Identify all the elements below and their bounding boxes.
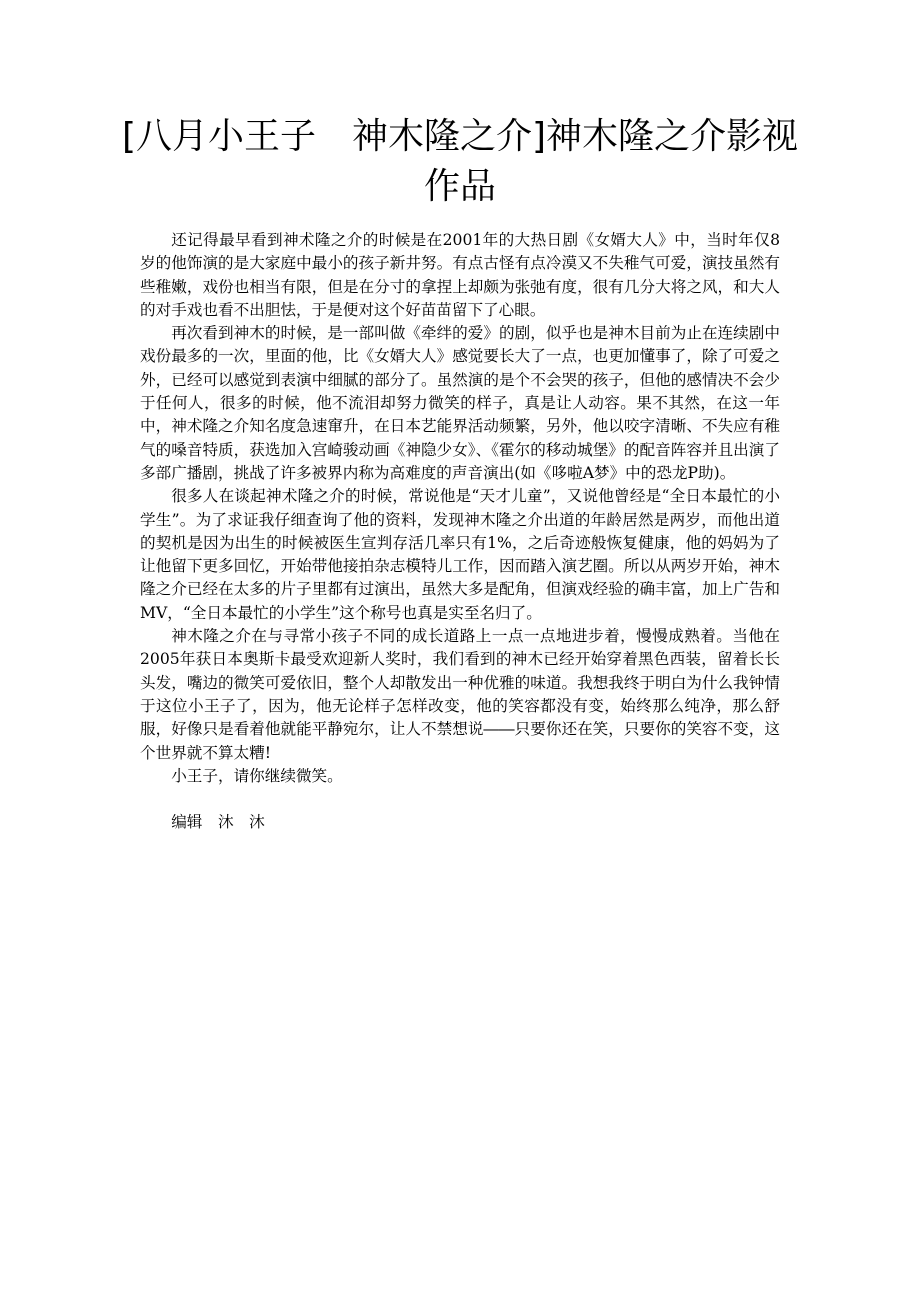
paragraph-3: 很多人在谈起神术隆之介的时候，常说他是“天才儿童”，又说他曾经是“全日本最忙的小学生”。为了求证我仔细查询了他的资料，发现神木隆之介出道的年龄居然是两岁，而他出道的契机是因为出生的时候被医生宣判存活几率只有1%，之后奇迹般恢复健康，他的妈妈为了让他留下更多回忆，开始带他接拍杂志模特儿工作，因而踏入演艺圈。所以从两岁开始，神木隆之介已经在太多的片子里都有过演出，虽然大多是配角，但演戏经验的确丰富，加上广告和MV，“全日本最忙的小学生”这个称号也真是实至名归了。 bbox=[140, 487, 780, 622]
paragraph-1: 还记得最早看到神术隆之介的时候是在2001年的大热日剧《女婿大人》中，当时年仅8岁的他饰演的是大家庭中最小的孩子新井努。有点古怪有点冷漠又不失稚气可爱，演技虽然有些稚嫩，戏份也相当有限，但是在分寸的拿捏上却颇为张弛有度，很有几分大将之风，和大人的对手戏也看不出胆怯，于是便对这个好苗苗留下了心眼。 bbox=[140, 231, 780, 319]
article-body bbox=[140, 229, 780, 834]
paragraph-4: 神木隆之介在与寻常小孩子不同的成长道路上一点一点地进步着，慢慢成熟着。当他在2005年获日本奥斯卡最受欢迎新人奖时，我们看到的神木已经开始穿着黑色西装，留着长长头发，嘴边的微笑可爱依旧，整个人却散发出一种优雅的味道。我想我终于明白为什么我钟情于这位小王子了，因为，他无论样子怎样改变，他的笑容都没有变，始终那么纯净，那么舒服，好像只是看着他就能平静宛尔，让人不禁想说――只要你还在笑，只要你的笑容不变，这个世界就不算太糟! bbox=[140, 627, 780, 762]
paragraph-2: 再次看到神木的时候，是一部叫做《牵绊的爱》的剧，似乎也是神木目前为止在连续剧中戏份最多的一次，里面的他，比《女婿大人》感觉要长大了一点，也更加懂事了，除了可爱之外，已经可以感觉到表演中细腻的部分了。虽然演的是个不会哭的孩子，但他的感情决不会少于任何人，很多的时候，他不流泪却努力微笑的样子，真是让人动容。果不其然，在这一年中，神术隆之介知名度急速窜升，在日本艺能界活动频繁，另外，他以咬字清晰、不失应有稚气的嗓音特质，获选加入宫崎骏动画《神隐少女》、《霍尔的移动城堡》的配音阵容并且出演了多部广播剧，挑战了许多被界内称为高难度的声音演出(如《哆啦A梦》中的恐龙P助)。 bbox=[140, 324, 780, 482]
editor-credit: 编辑 沐 沐 bbox=[171, 813, 265, 832]
paragraph-5: 小王子，请你继续微笑。 bbox=[171, 766, 343, 785]
page-title: [八月小王子 神木隆之介]神木隆之介影视作品 bbox=[121, 116, 799, 207]
